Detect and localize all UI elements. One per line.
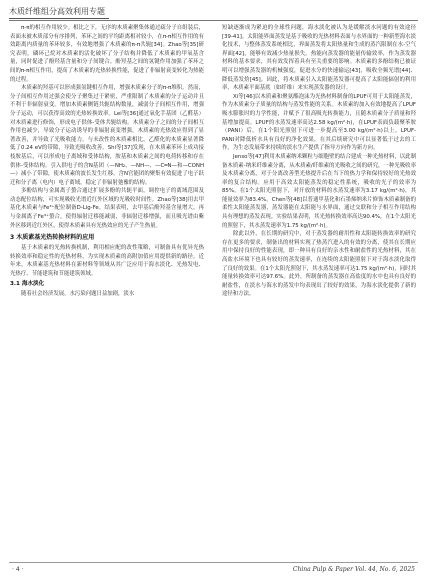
- page-number: · 4 ·: [12, 566, 24, 573]
- body-paragraph: 多酚结构与金属离子螯合通过扩展多酚的共轭平面，调控电子的离域范围及动态配位结构，可实现吸收光谱近红外区域的光吸收时间性。Zhao等[38]用去甲基化木质素与Fe³⁺配位制备D-Lig-Fe。结果表明，去甲基后酚羟基含量增大，再与金属离子Fe³⁺螯合，使得辐射迁移能减弱，非辐射迁移增强，而且吸光谱由紫外区移到近红外区，使得木质素具有光热效应的光子产生热量。: [10, 188, 204, 229]
- body-paragraph: π-π的相互作用较少。相比之下，无序的木质素聚集体通过疏分子自组装后，表面未被木质部分有序排列，苯环之间的平均距离相对较小，在π-π相互作用的有效距离内质量的苯环较多，有效地增强了木质素的π-π共轭[34]。Zhao等[35]研究表明，磷环己烷对木质素的活化破坏了分子结构并降低了木质素的甲氧基含量，同时促进了酚羟基含量和分子间键合。酚羟基之间的氢键作用加强了苯环之间的π-π相互作用，提高了木质素的光热转换性能，促进了非辐射衰变转化为热能的过程。: [10, 25, 204, 83]
- body-paragraph: Xi等[46]以木质素和聚氨酯泡沫为光热材料制备的LPUF可用于太阳能蒸发，作为木质素分子质量的结构与蒸发性能的关系。木质素的加入有效地提高了LPUF吸水膨胀时的力学性能，并赋予了很高吸光转换能力，且随木质素分子质量和羟基增加提高。LPUF的水蒸发速率高达2.58 kg/(m²·h)，在LPUF表面负载聚苯胺（PANI）后，在1个阳光照射下可进一步提高至3.00 kg/(m²·h)以上。LPUF-PANI对降低析水具有良好的净化效果，在其后续研究中可以显著低于过去的工作，为生态发展带来持续的淡水生产提供了指导方向作为新方向。: [222, 93, 416, 152]
- body-paragraph: 除此以外，在长期的研究中，对于蒸发器的耐用性和太阳能转换效率的研究存在更多的要求，制备出的材料实现了热蒸汽进入的有效的分离，使其在长期应用中保持良好的性能表现，即一种具有良好的亲水性和耐盐性的光热材料，其在高盐水环境下也具有较好的蒸发速率，在连续的太阳能照射下对于海水淡化取得了良好的效果。在1个太阳光照射下，其水蒸发速率可达1.75 kg/(m²·h)，同时其能量转换效率可达97.6%。此外，所制备的蒸发器在高盐度的水中也具有良好的耐盐性，在淡水与海水的蒸发中均表现出了较好的效果，为海水淡化提供了新的途径和方法。: [222, 231, 416, 298]
- header-rule: [9, 20, 418, 21]
- section-heading: 3 木质素基光热转换材料的应用: [10, 234, 95, 242]
- right-column: [222, 24, 416, 299]
- body-paragraph: Jenso等[47]利用木质素纳米颗粒与细胞壁的结合建成一种光热材料，以此制备木质素-纳米纤维素分离，从木质素/纤维素的光吸收之间的研究，一种光吸收率及木质素分离，对于分离改善型光热提升后在当下的热力学和保持较好的光热效率的复合结构。应用于高效太阳能蒸发的稳定性系统，吸收的光子的效率为85%。在1个太阳光照射下，对开放的材料的水蒸发速率为3.17 kg/(m²·h)，其能量效率为83.4%。Chen等[48]以普通甲基化和石墨烯纳米片修饰木质素制备的柔性太阳能蒸发器，蒸发器能在太阳能与水界面，通过交联和分子相互作用结构具有理想的蒸发表现。实验结果表明，其光热转换效率高达90.4%，在1个太阳光的照射下，其水蒸发速率为1.75 kg/(m²·h)。: [222, 153, 416, 229]
- body-paragraph: 随着社会经济发展，水污染问题日益加剧，淡水: [21, 290, 135, 297]
- left-column: [10, 24, 204, 298]
- journal-citation: China Pulp & Paper Vol. 44, No. 6, 2025: [292, 566, 415, 573]
- header-section-title: 木质纤维组分高效利用专题: [9, 7, 105, 16]
- body-paragraph: 基于木质素的光热转换机制，利用相应配的改性策略，可制备具有优异光热转换效率和稳定性的光热材料，为实现木质素的高附加值应用提供新的路径。近年来，木质素基光热材料在新材料等领域从其广泛应用于海水淡化、光热发电、光热疗、节能建筑和节能建筑领域。: [10, 245, 204, 278]
- subsection-heading: 3.1 海水淡化: [10, 280, 45, 287]
- running-header: [9, 6, 109, 19]
- body-paragraph: 木质素的羟基可以形成强氢键相互作用，增强木质素分子的π-π堆积。然而，分子间相互作用过强会使分子聚集过于紧密，严重限制了木质素的分子运动并且不利于非辐射衰变。增加木质素侧链共轭结构数量，减弱分子间相互作用，增强分子运动，可以获得高效的光热转换效率。Lei等[36]通过氧化手基团（乙醛基）对木质素进行修饰，形成电子供体-受体共轭结构。木质素分子之间的分子间相互作用也减少，导致分子运动诱导的非辐射衰变增强。木质素的光热效应得到了显著改善，并导致了光吸收能力。与未改性的木质素相比，乙醛化的木质素显著降低了0.24 eV的带隙，导致光吸收改善。Shi等[37]发现，在木质素苯环上成功接枝胺基后，可以形成电子离域和受体结构，胺基和木质素之间的电荷转移和存在供体-受体结构。引入供电子的含N基团（—NH₂、—NH—、—C═N—和—CONH—）减小了带隙，使木质素的波长发生红移。含N官能团的聚集有效促进了电子跃迁和分子离（电内）电子离域，稳定了非辐射弛豫的结构。: [10, 85, 204, 186]
- footer-rule: [9, 562, 418, 563]
- body-paragraph: 短缺逐渐成为紧迫的全球性问题，海水淡化被认为是缓解淡水问题的有效途径[39-41]。太阳能界面蒸发是基于吸收的光热材料表面与水界面的一种新型海水淡化技术，与整体蒸发系统相比，界面蒸发将太阳热量和生成的蒸汽限制在水-空气界面[42]，能够有效减少热量损失。热能向蒸发器的能量传输效率，作为蒸发器材料的基本要求，其有效发挥着具有至关重要的影响。木质素的多酚结构已被证明可以增强蒸发器的机械强度，促进水分的快速输运[43]，吸收全频光谱[44]、降低蒸发焓[45]。因此，将木质素引入太阳能蒸发器可提高了太阳能辐射的利用率，木质素平面基底（如纤维）来实现蒸发器的设计。: [222, 25, 416, 92]
